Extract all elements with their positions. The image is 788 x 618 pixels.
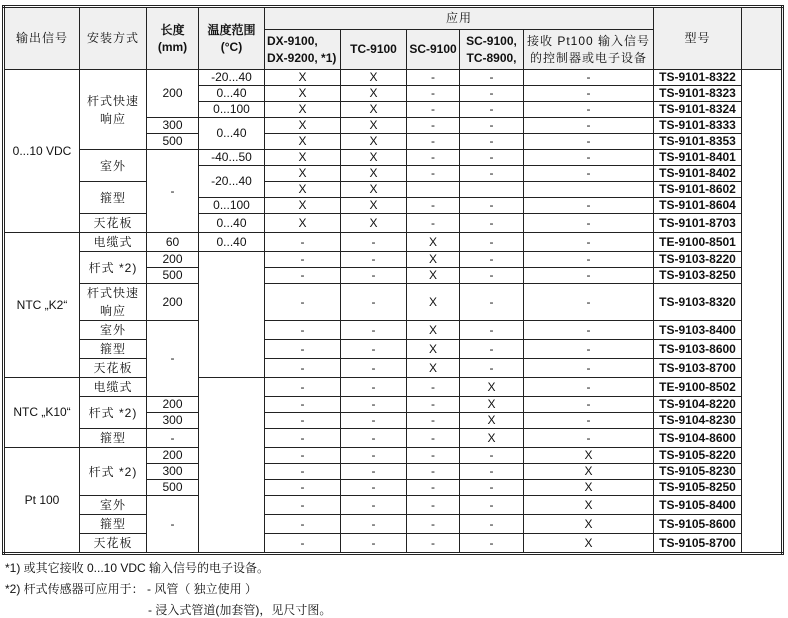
header-app-pt100: 接收 Pt100 输入信号的控制器或电子设备 <box>524 30 654 70</box>
table-row <box>4 429 783 448</box>
cell-app-sc-tc8900: - <box>460 118 524 134</box>
cell-mounting: 杆式 *2) <box>80 448 147 496</box>
cell-app-sc9100: X <box>407 233 460 252</box>
cell-app-sc9100: - <box>407 413 460 429</box>
cell-mounting: 杆式 *2) <box>80 252 147 284</box>
cell-app-sc-tc8900: - <box>460 102 524 118</box>
cell-app-sc9100: - <box>407 448 460 464</box>
cell-app-pt100: X <box>524 515 654 534</box>
table-row <box>4 359 783 378</box>
cell-model-number: TS-9103-8250 <box>654 268 742 284</box>
cell-output-signal: NTC „K10“ <box>4 378 80 448</box>
cell-app-pt100: - <box>524 397 654 413</box>
header-temp-range: 温度范围 (°C) <box>199 7 265 70</box>
cell-model-number: TS-9101-8402 <box>654 166 742 182</box>
cell-app-dx: X <box>265 150 341 166</box>
cell-length: 300 <box>147 118 199 134</box>
cell-app-dx: X <box>265 70 341 86</box>
cell-app-dx: - <box>265 284 341 321</box>
cell-app-sc-tc8900: - <box>460 321 524 340</box>
footnote-2-continued: - 浸入式管道(加套管)，见尺寸图。 <box>148 603 332 617</box>
cell-app-tc9100: - <box>341 340 407 359</box>
cell-app-pt100: - <box>524 429 654 448</box>
cell-app-tc9100: - <box>341 268 407 284</box>
cell-length: 300 <box>147 464 199 480</box>
cell-length: 200 <box>147 448 199 464</box>
cell-app-sc-tc8900: - <box>460 233 524 252</box>
cell-output-signal: Pt 100 <box>4 448 80 554</box>
cell-app-sc-tc8900 <box>460 182 524 198</box>
cell-length: - <box>147 496 199 554</box>
table-row <box>4 496 783 515</box>
cell-app-sc9100: X <box>407 284 460 321</box>
cell-length: - <box>147 429 199 448</box>
cell-model-number: TS-9101-8604 <box>654 198 742 214</box>
cell-app-sc-tc8900: - <box>460 70 524 86</box>
cell-app-sc-tc8900: X <box>460 397 524 413</box>
cell-mounting: 杆式 *2) <box>80 397 147 429</box>
cell-app-sc-tc8900: - <box>460 284 524 321</box>
cell-model-number: TS-9103-8600 <box>654 340 742 359</box>
cell-model-number: TS-9101-8401 <box>654 150 742 166</box>
cell-app-dx: - <box>265 397 341 413</box>
cell-app-sc-tc8900: - <box>460 534 524 554</box>
cell-temp-range: 0...40 <box>199 86 265 102</box>
cell-app-dx: X <box>265 134 341 150</box>
cell-length: - <box>147 321 199 397</box>
cell-app-tc9100: X <box>341 118 407 134</box>
cell-app-sc9100: - <box>407 134 460 150</box>
header-app-dx: DX-9100, DX-9200, *1) <box>265 30 341 70</box>
cell-app-dx: - <box>265 464 341 480</box>
cell-temp-range: -20...40 <box>199 70 265 86</box>
cell-app-tc9100: - <box>341 359 407 378</box>
cell-app-dx: - <box>265 233 341 252</box>
header-mounting: 安装方式 <box>80 7 147 70</box>
cell-app-pt100: - <box>524 284 654 321</box>
cell-app-dx: X <box>265 214 341 233</box>
table-row <box>4 321 783 340</box>
cell-length: 500 <box>147 134 199 150</box>
header-app-sc9100: SC-9100 <box>407 30 460 70</box>
table-row <box>4 214 783 233</box>
table-row <box>4 182 783 198</box>
cell-app-dx: X <box>265 182 341 198</box>
cell-temp-range: 0...40 <box>199 233 265 252</box>
footnote-2: *2) 杆式传感器可应用于： - 风管（ 独立使用 ） <box>5 582 258 596</box>
cell-app-sc9100: - <box>407 70 460 86</box>
table-row <box>4 150 783 166</box>
cell-app-tc9100: - <box>341 284 407 321</box>
cell-app-dx: - <box>265 413 341 429</box>
cell-output-signal: 0...10 VDC <box>4 70 80 233</box>
cell-app-sc-tc8900: - <box>460 134 524 150</box>
cell-model-number: TS-9101-8323 <box>654 86 742 102</box>
cell-app-dx: - <box>265 534 341 554</box>
cell-app-sc-tc8900: - <box>460 166 524 182</box>
cell-app-sc9100: - <box>407 118 460 134</box>
cell-app-pt100: X <box>524 480 654 496</box>
cell-app-dx: - <box>265 252 341 268</box>
cell-length: 300 <box>147 413 199 429</box>
cell-model-number: TS-9105-8220 <box>654 448 742 464</box>
cell-length: - <box>147 150 199 233</box>
cell-model-number: TE-9100-8501 <box>654 233 742 252</box>
cell-model-number: TS-9101-8324 <box>654 102 742 118</box>
cell-model-number: TS-9105-8230 <box>654 464 742 480</box>
cell-temp-range: -20...40 <box>199 166 265 198</box>
cell-model-number: TS-9105-8700 <box>654 534 742 554</box>
cell-app-sc-tc8900: - <box>460 496 524 515</box>
cell-model-number: TS-9101-8703 <box>654 214 742 233</box>
cell-app-sc9100: X <box>407 252 460 268</box>
cell-model-number: TS-9105-8400 <box>654 496 742 515</box>
cell-mounting: 杆式快速响应 <box>80 284 147 321</box>
cell-app-pt100: - <box>524 214 654 233</box>
cell-mounting: 室外 <box>80 496 147 515</box>
header-model: 型号 <box>654 7 742 70</box>
table-row <box>4 378 783 397</box>
table-row <box>4 233 783 252</box>
cell-app-pt100: - <box>524 166 654 182</box>
cell-app-dx: - <box>265 496 341 515</box>
cell-model-number: TE-9100-8502 <box>654 378 742 397</box>
cell-app-pt100: - <box>524 359 654 378</box>
cell-app-sc-tc8900: - <box>460 150 524 166</box>
cell-temp-range <box>199 252 265 378</box>
cell-app-dx: X <box>265 118 341 134</box>
cell-app-dx: - <box>265 448 341 464</box>
cell-app-tc9100: X <box>341 102 407 118</box>
cell-app-tc9100: - <box>341 448 407 464</box>
cell-app-dx: - <box>265 480 341 496</box>
cell-app-pt100: - <box>524 252 654 268</box>
cell-mounting: 杆式快速响应 <box>80 70 147 150</box>
cell-app-dx: - <box>265 378 341 397</box>
cell-temp-range: 0...40 <box>199 214 265 233</box>
table-row <box>4 448 783 464</box>
cell-model-number: TS-9101-8322 <box>654 70 742 86</box>
header-length: 长度 (mm) <box>147 7 199 70</box>
cell-temp-range: 0...100 <box>199 102 265 118</box>
cell-mounting: 箍型 <box>80 182 147 214</box>
cell-mounting: 天花板 <box>80 534 147 554</box>
cell-app-tc9100: X <box>341 86 407 102</box>
cell-app-pt100: - <box>524 321 654 340</box>
cell-app-dx: - <box>265 321 341 340</box>
cell-app-pt100: - <box>524 233 654 252</box>
cell-model-number: TS-9103-8700 <box>654 359 742 378</box>
header-app-sc-tc8900: SC-9100, TC-8900, <box>460 30 524 70</box>
cell-app-tc9100: X <box>341 198 407 214</box>
cell-app-dx: - <box>265 340 341 359</box>
cell-mounting: 箍型 <box>80 340 147 359</box>
cell-app-sc9100: - <box>407 150 460 166</box>
cell-app-tc9100: - <box>341 515 407 534</box>
cell-model-number: TS-9103-8220 <box>654 252 742 268</box>
cell-app-dx: X <box>265 166 341 182</box>
cell-mounting: 室外 <box>80 150 147 182</box>
cell-app-pt100: - <box>524 134 654 150</box>
cell-app-pt100: - <box>524 198 654 214</box>
cell-app-sc-tc8900: - <box>460 214 524 233</box>
cell-app-tc9100: - <box>341 413 407 429</box>
cell-length: 200 <box>147 397 199 413</box>
cell-app-sc9100: - <box>407 534 460 554</box>
header-app-tc9100: TC-9100 <box>341 30 407 70</box>
cell-app-sc-tc8900: - <box>460 198 524 214</box>
cell-app-pt100 <box>524 182 654 198</box>
cell-output-signal: NTC „K2“ <box>4 233 80 378</box>
cell-app-sc-tc8900: - <box>460 448 524 464</box>
footnote-1: *1) 或其它接收 0...10 VDC 输入信号的电子设备。 <box>5 561 270 575</box>
cell-app-pt100: - <box>524 268 654 284</box>
cell-app-tc9100: X <box>341 214 407 233</box>
cell-model-number: TS-9101-8353 <box>654 134 742 150</box>
cell-temp-range <box>199 378 265 554</box>
cell-app-tc9100: - <box>341 233 407 252</box>
table-row <box>4 340 783 359</box>
cell-app-pt100: X <box>524 534 654 554</box>
header-application: 应用 <box>265 7 654 30</box>
cell-app-sc-tc8900: - <box>460 359 524 378</box>
cell-app-dx: - <box>265 515 341 534</box>
table-row <box>4 252 783 268</box>
cell-length: 500 <box>147 268 199 284</box>
cell-app-sc9100: - <box>407 378 460 397</box>
cell-app-pt100: - <box>524 86 654 102</box>
cell-app-sc9100: - <box>407 464 460 480</box>
cell-app-sc9100: X <box>407 268 460 284</box>
cell-app-pt100: X <box>524 496 654 515</box>
cell-app-dx: - <box>265 268 341 284</box>
cell-mounting: 电缆式 <box>80 378 147 397</box>
cell-app-tc9100: - <box>341 252 407 268</box>
header-blank <box>742 7 783 70</box>
cell-app-pt100: - <box>524 378 654 397</box>
cell-app-sc-tc8900: - <box>460 464 524 480</box>
cell-app-sc9100: - <box>407 102 460 118</box>
cell-blank-column <box>742 70 783 554</box>
cell-app-tc9100: X <box>341 166 407 182</box>
cell-app-pt100: - <box>524 340 654 359</box>
cell-app-tc9100: - <box>341 496 407 515</box>
cell-app-pt100: - <box>524 150 654 166</box>
cell-app-sc9100: - <box>407 496 460 515</box>
cell-app-tc9100: X <box>341 150 407 166</box>
cell-app-sc-tc8900: X <box>460 378 524 397</box>
cell-app-pt100: - <box>524 102 654 118</box>
cell-mounting: 电缆式 <box>80 233 147 252</box>
header-output-signal: 输出信号 <box>4 7 80 70</box>
cell-model-number: TS-9105-8250 <box>654 480 742 496</box>
cell-app-sc9100: - <box>407 397 460 413</box>
cell-app-sc-tc8900: - <box>460 480 524 496</box>
cell-model-number: TS-9104-8220 <box>654 397 742 413</box>
cell-app-sc9100: - <box>407 429 460 448</box>
sensor-spec-table <box>2 5 784 555</box>
cell-app-sc9100: - <box>407 214 460 233</box>
cell-app-sc-tc8900: - <box>460 252 524 268</box>
cell-app-dx: - <box>265 359 341 378</box>
cell-app-tc9100: X <box>341 182 407 198</box>
cell-model-number: TS-9104-8600 <box>654 429 742 448</box>
cell-app-tc9100: - <box>341 378 407 397</box>
cell-app-tc9100: X <box>341 70 407 86</box>
cell-app-tc9100: - <box>341 534 407 554</box>
cell-mounting: 天花板 <box>80 359 147 378</box>
table-row <box>4 70 783 86</box>
cell-temp-range: 0...40 <box>199 118 265 150</box>
cell-model-number: TS-9104-8230 <box>654 413 742 429</box>
cell-model-number: TS-9101-8602 <box>654 182 742 198</box>
cell-length: 200 <box>147 252 199 268</box>
cell-model-number: TS-9103-8320 <box>654 284 742 321</box>
cell-app-sc9100: - <box>407 198 460 214</box>
cell-length: 500 <box>147 480 199 496</box>
cell-app-sc9100: - <box>407 480 460 496</box>
cell-app-sc-tc8900: - <box>460 340 524 359</box>
cell-temp-range: 0...100 <box>199 198 265 214</box>
cell-app-tc9100: - <box>341 464 407 480</box>
cell-app-sc9100: X <box>407 359 460 378</box>
cell-app-sc9100: - <box>407 166 460 182</box>
cell-app-tc9100: - <box>341 397 407 413</box>
table-row <box>4 534 783 554</box>
cell-app-sc9100: - <box>407 515 460 534</box>
cell-app-tc9100: - <box>341 429 407 448</box>
cell-app-dx: X <box>265 198 341 214</box>
table-body <box>4 70 783 554</box>
cell-app-sc9100: X <box>407 340 460 359</box>
cell-app-sc-tc8900: X <box>460 429 524 448</box>
cell-mounting: 箍型 <box>80 429 147 448</box>
cell-mounting: 室外 <box>80 321 147 340</box>
cell-length: 200 <box>147 70 199 118</box>
cell-model-number: TS-9105-8600 <box>654 515 742 534</box>
cell-app-sc-tc8900: - <box>460 268 524 284</box>
cell-model-number: TS-9101-8333 <box>654 118 742 134</box>
cell-app-pt100: - <box>524 70 654 86</box>
cell-mounting: 箍型 <box>80 515 147 534</box>
cell-mounting: 天花板 <box>80 214 147 233</box>
cell-app-pt100: - <box>524 413 654 429</box>
cell-app-sc9100: X <box>407 321 460 340</box>
cell-length: 60 <box>147 233 199 252</box>
cell-app-pt100: - <box>524 118 654 134</box>
cell-length: 200 <box>147 284 199 321</box>
table-row <box>4 397 783 413</box>
cell-app-sc9100: - <box>407 86 460 102</box>
cell-app-tc9100: - <box>341 321 407 340</box>
cell-app-sc9100 <box>407 182 460 198</box>
cell-app-dx: X <box>265 102 341 118</box>
cell-app-tc9100: X <box>341 134 407 150</box>
table-row <box>4 515 783 534</box>
cell-app-dx: - <box>265 429 341 448</box>
cell-model-number: TS-9103-8400 <box>654 321 742 340</box>
cell-app-tc9100: - <box>341 480 407 496</box>
cell-app-dx: X <box>265 86 341 102</box>
cell-app-sc-tc8900: - <box>460 515 524 534</box>
table-row <box>4 284 783 321</box>
cell-app-pt100: X <box>524 464 654 480</box>
cell-app-sc-tc8900: X <box>460 413 524 429</box>
cell-app-sc-tc8900: - <box>460 86 524 102</box>
cell-temp-range: -40...50 <box>199 150 265 166</box>
cell-app-pt100: X <box>524 448 654 464</box>
